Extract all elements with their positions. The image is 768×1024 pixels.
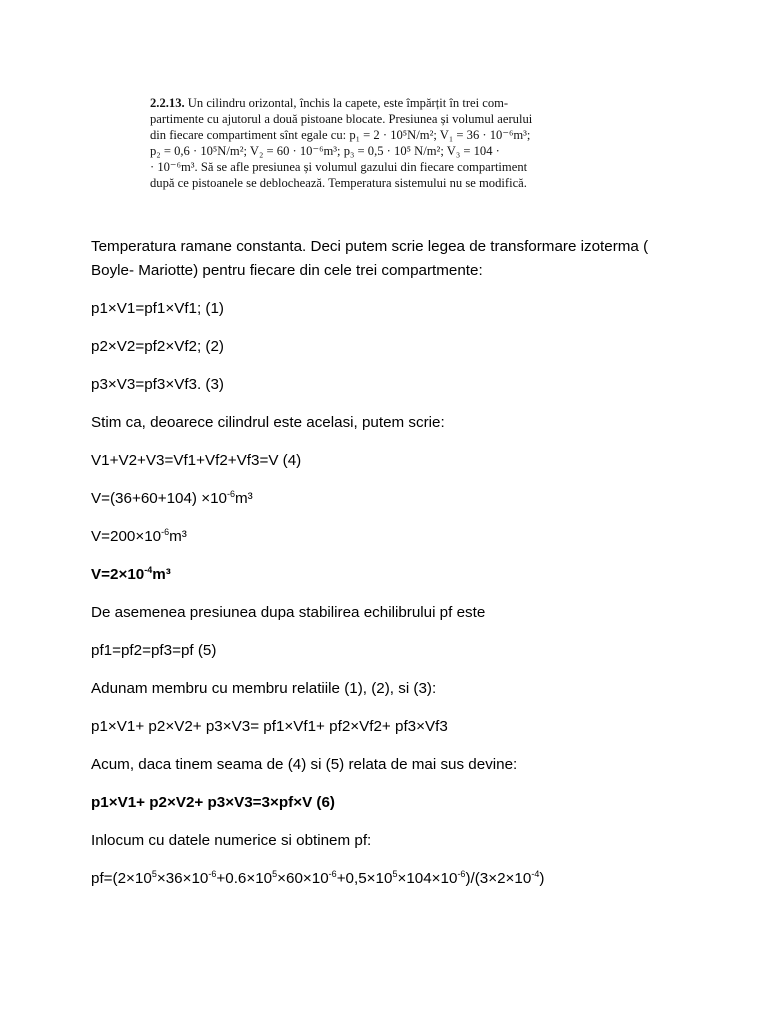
sum-equation: p1×V1+ p2×V2+ p3×V3= pf1×Vf1+ pf2×Vf2+ pf3×Vf3 [91, 718, 448, 735]
problem-line-5: · 10⁻⁶m³. Să se afle presiunea și volumul gazului din fiecare compartiment [150, 159, 528, 174]
equation-3: p3×V3=pf3×Vf3. (3) [91, 376, 224, 393]
equation-4: V1+V2+V3=Vf1+Vf2+Vf3=V (4) [91, 452, 302, 469]
scanned-problem-image [150, 96, 632, 210]
problem-number: 2.2.13. [150, 96, 185, 110]
equation-2: p2×V2=pf2×Vf2; (2) [91, 338, 224, 355]
asemenea-paragraph: De asemenea presiunea dupa stabilirea echilibrului pf este [91, 604, 486, 621]
acum-paragraph: Acum, daca tinem seama de (4) si (5) relata de mai sus devine: [91, 756, 518, 773]
adunam-paragraph: Adunam membru cu membru relatiile (1), (2), si (3): [91, 680, 437, 697]
problem-line-6: după ce pistoanele se deblochează. Temperatura sistemului nu se modifică. [150, 175, 527, 190]
problem-line-1: 2.2.13. Un cilindru orizontal, închis la capete, este împărțit în trei com- [150, 96, 509, 110]
volume-final: $V=2\times 10^{-4}m^3$ [91, 565, 171, 583]
equation-6: p1×V1+ p2×V2+ p3×V3=3×pf×V (6) [91, 794, 335, 811]
inlocum-paragraph: Inlocum cu datele numerice si obtinem pf: [91, 832, 372, 849]
problem-line-4: p₂ = 0,6 · 10⁵N/m²; V₂ = 60 · 10⁻⁶m³; p₃ = 0,5 · 10⁵ N/m²; V₃ = 104 · [150, 143, 500, 158]
volume-200: $V=200\times 10^{-6}m^3$ [91, 527, 187, 545]
equation-5: pf1=pf2=pf3=pf (5) [91, 642, 217, 659]
problem-line-3: din fiecare compartiment sînt egale cu: p₁ = 2 · 10⁵N/m²; V₁ = 36 · 10⁻⁶m³; [150, 127, 531, 142]
pf-formula: $pf=(2\times 10^5\times 36\times 10^{-6}+0.6\times 10^5\times 60\times 10^{-6}+0,5\times 10^5\times 104\times 10^{-6})/(3\times 2\times 10^{-4})$ [91, 869, 545, 887]
stim-paragraph: Stim ca, deoarece cilindrul este acelasi, putem scrie: [91, 414, 445, 431]
intro-paragraph: Temperatura ramane constanta. Deci putem scrie legea de transformare izoterma ( Boyle- Mariotte) pentru fiecare din cele trei compartmente: [91, 238, 649, 279]
solution-body [91, 235, 691, 905]
problem-line-2: partimente cu ajutorul a două pistoane blocate. Presiunea și volumul aerului [150, 111, 533, 126]
volume-sum: $V=(36+60+104) \times 10^{-6}m^3$ [91, 489, 253, 507]
equation-1: p1×V1=pf1×Vf1; (1) [91, 300, 224, 317]
